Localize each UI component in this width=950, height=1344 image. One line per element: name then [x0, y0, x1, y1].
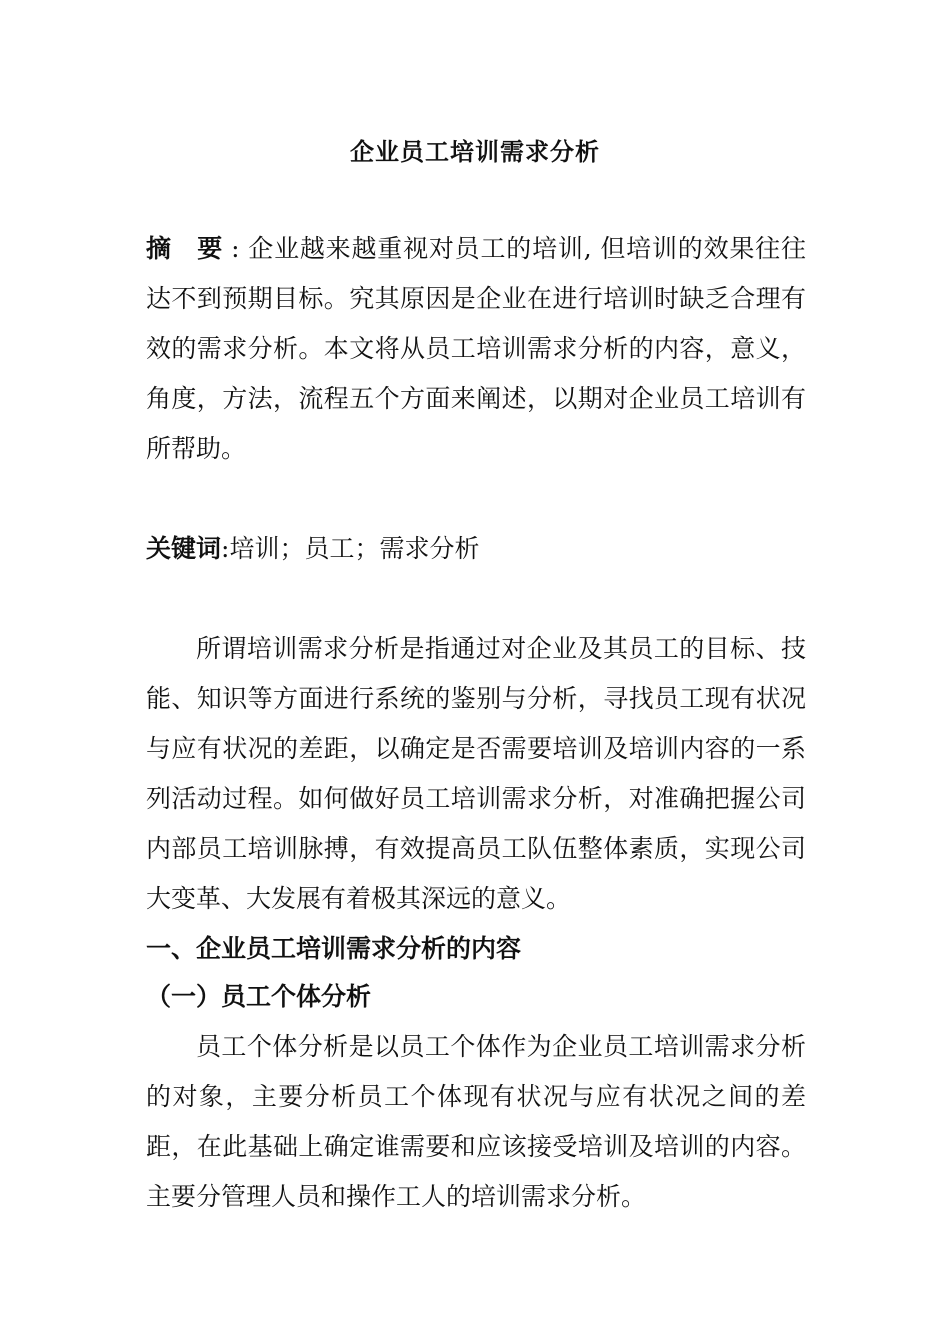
- keywords-label: 关键词: [146, 534, 222, 563]
- abstract-label: 摘 要: [146, 234, 232, 263]
- document-title: 企业员工培训需求分析: [350, 138, 600, 166]
- subsection-paragraph: 员工个体分析是以员工个体作为企业员工培训需求分析的对象，主要分析员工个体现有状况与应有状况之间的差距，在此基础上确定谁需要和应该接受培训及培训的内容。主要分管理人员和操作工人的培训需求分析。: [146, 1032, 806, 1211]
- subsection-heading: （一）员工个体分析: [146, 982, 372, 1011]
- abstract-paragraph: [146, 224, 806, 474]
- section-heading: 一、企业员工培训需求分析的内容: [146, 934, 522, 963]
- intro-paragraph: 所谓培训需求分析是指通过对企业及其员工的目标、技能、知识等方面进行系统的鉴别与分析，寻找员工现有状况与应有状况的差距，以确定是否需要培训及培训内容的一系列活动过程。如何做好员工培训需求分析，对准确把握公司内部员工培训脉搏，有效提高员工队伍整体素质，实现公司大变革、大发展有着极其深远的意义。: [146, 634, 806, 913]
- keywords-line: [146, 524, 806, 574]
- keywords-text: :培训；员工；需求分析: [221, 534, 480, 563]
- abstract-text: : 企业越来越重视对员工的培训, 但培训的效果往往达不到预期目标。究其原因是企业在进行培训时缺乏合理有效的需求分析。本文将从员工培训需求分析的内容，意义，角度，方法，流程五个方面来阐述，以期对企业员工培训有所帮助。: [146, 234, 806, 463]
